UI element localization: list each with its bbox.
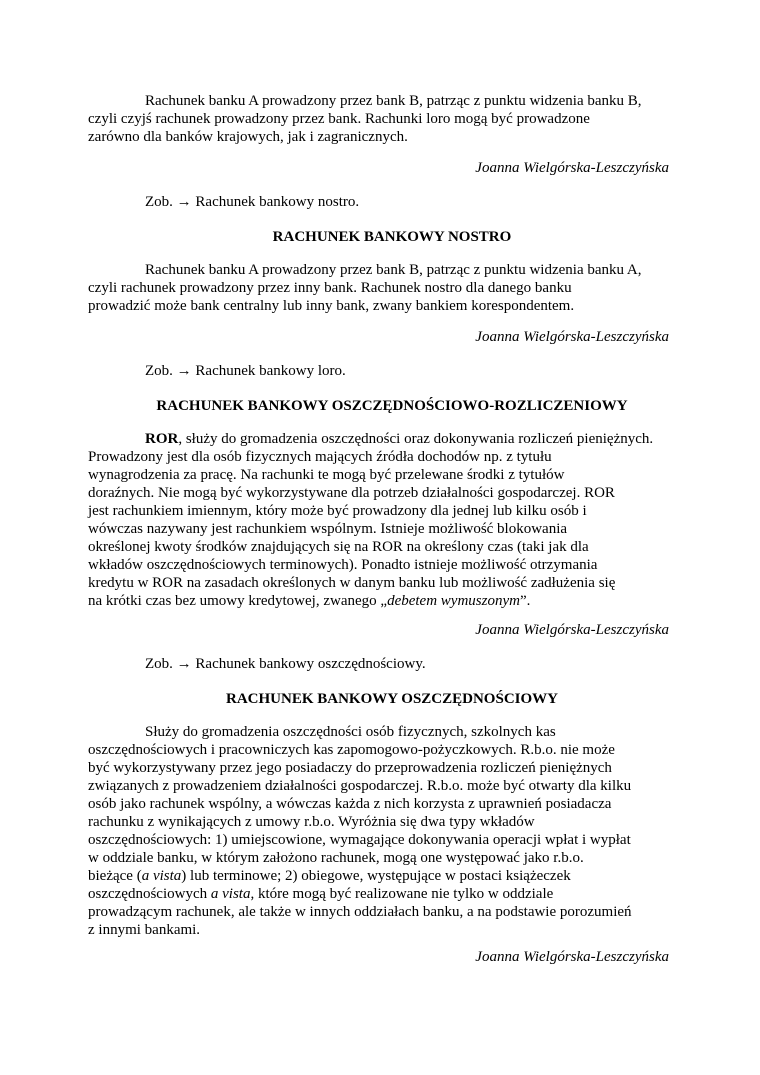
text-line: Służy do gromadzenia oszczędności osób fizycznych, szkolnych kas [145, 724, 556, 740]
text-fragment: bieżące ( [88, 868, 142, 884]
text-fragment: , które mogą być realizowane nie tylko w oddziale [250, 886, 554, 902]
see-also-link[interactable]: Zob. → Rachunek bankowy oszczędnościowy. [145, 656, 426, 672]
text-line: być wykorzystywany przez jego posiadaczy do przeprowadzenia rozliczeń pieniężnych [88, 760, 612, 776]
ror-definition [88, 430, 672, 610]
entry-heading: RACHUNEK BANKOWY NOSTRO [272, 229, 512, 245]
text-line: jest rachunkiem imiennym, który może być prowadzony dla jednej lub kilku osób i [88, 503, 587, 519]
text-line: wynagrodzenia za pracę. Na rachunki te mogą być przelewane środki z tytułów [88, 467, 565, 483]
text-fragment: ”. [519, 593, 531, 609]
see-also-link[interactable]: Zob. → Rachunek bankowy nostro. [145, 194, 360, 210]
text-line [88, 885, 672, 903]
text-line [88, 867, 672, 885]
entry-heading: RACHUNEK BANKOWY OSZCZĘDNOŚCIOWY [226, 691, 558, 707]
italic-term: a vista [210, 886, 251, 902]
text-line: czyli czyjś rachunek prowadzony przez bank. Rachunki loro mogą być prowadzone [88, 111, 590, 127]
text-line: Rachunek banku A prowadzony przez bank B, patrząc z punktu widzenia banku A, [145, 262, 642, 278]
loro-definition [88, 92, 672, 146]
text-fragment: , służy do gromadzenia oszczędności oraz dokonywania rozliczeń pieniężnych. [178, 431, 654, 447]
text-line: czyli rachunek prowadzony przez inny bank. Rachunek nostro dla danego banku [88, 280, 572, 296]
author-signature: Joanna Wielgórska-Leszczyńska [475, 160, 669, 176]
text-fragment: oszczędnościowych [88, 886, 211, 902]
text-line: wówczas nazywany jest rachunkiem wspólnym. Istnieje możliwość blokowania [88, 521, 568, 537]
italic-term: a vista [141, 868, 182, 884]
text-fragment: ) lub terminowe; 2) obiegowe, występujące w postaci książeczek [181, 868, 571, 884]
italic-term: debetem wymuszonym [387, 593, 520, 609]
see-also-link[interactable]: Zob. → Rachunek bankowy loro. [145, 363, 346, 379]
text-line: określonej kwoty środków znajdujących się na ROR na określony czas (taki jak dla [88, 539, 589, 555]
text-line: prowadzić może bank centralny lub inny bank, zwany bankiem korespondentem. [88, 298, 575, 314]
entry-heading: RACHUNEK BANKOWY OSZCZĘDNOŚCIOWO-ROZLICZENIOWY [156, 398, 628, 414]
text-line: doraźnych. Nie mogą być wykorzystywane dla potrzeb działalności gospodarczej. ROR [88, 485, 615, 501]
text-line: zarówno dla banków krajowych, jak i zagranicznych. [88, 129, 408, 145]
text-line: oszczędnościowych i pracowniczych kas zapomogowo-pożyczkowych. R.b.o. nie może [88, 742, 615, 758]
savings-definition [88, 723, 672, 939]
text-line: Rachunek banku A prowadzony przez bank B, patrząc z punktu widzenia banku B, [145, 93, 642, 109]
text-line: prowadzącym rachunek, ale także w innych oddziałach banku, a na podstawie porozumień [88, 904, 632, 920]
text-line: osób jako rachunek wspólny, a wówczas każda z nich korzysta z uprawnień posiadacza [88, 796, 612, 812]
text-line: kredytu w ROR na zasadach określonych w danym banku lub możliwość zadłużenia się [88, 575, 616, 591]
text-line: z innymi bankami. [88, 922, 201, 938]
text-line [88, 592, 672, 610]
text-line: w oddziale banku, w którym założono rachunek, mogą one występować jako r.b.o. [88, 850, 584, 866]
author-signature: Joanna Wielgórska-Leszczyńska [475, 949, 669, 965]
text-line: Prowadzony jest dla osób fizycznych mających źródła dochodów np. z tytułu [88, 449, 552, 465]
text-line [88, 430, 672, 448]
text-fragment: na krótki czas bez umowy kredytowej, zwanego „ [88, 593, 388, 609]
text-line: wkładów oszczędnościowych terminowych). Ponadto istnieje możliwość otrzymania [88, 557, 598, 573]
text-line: związanych z prowadzeniem działalności gospodarczej. R.b.o. może być otwarty dla kilku [88, 778, 632, 794]
text-line: oszczędnościowych: 1) umiejscowione, wymagające dokonywania operacji wpłat i wypłat [88, 832, 631, 848]
author-signature: Joanna Wielgórska-Leszczyńska [475, 622, 669, 638]
nostro-definition [88, 261, 672, 315]
abbreviation: ROR [145, 431, 179, 447]
text-line: rachunku z wynikających z umowy r.b.o. Wyróżnia się dwa typy wkładów [88, 814, 535, 830]
author-signature: Joanna Wielgórska-Leszczyńska [475, 329, 669, 345]
